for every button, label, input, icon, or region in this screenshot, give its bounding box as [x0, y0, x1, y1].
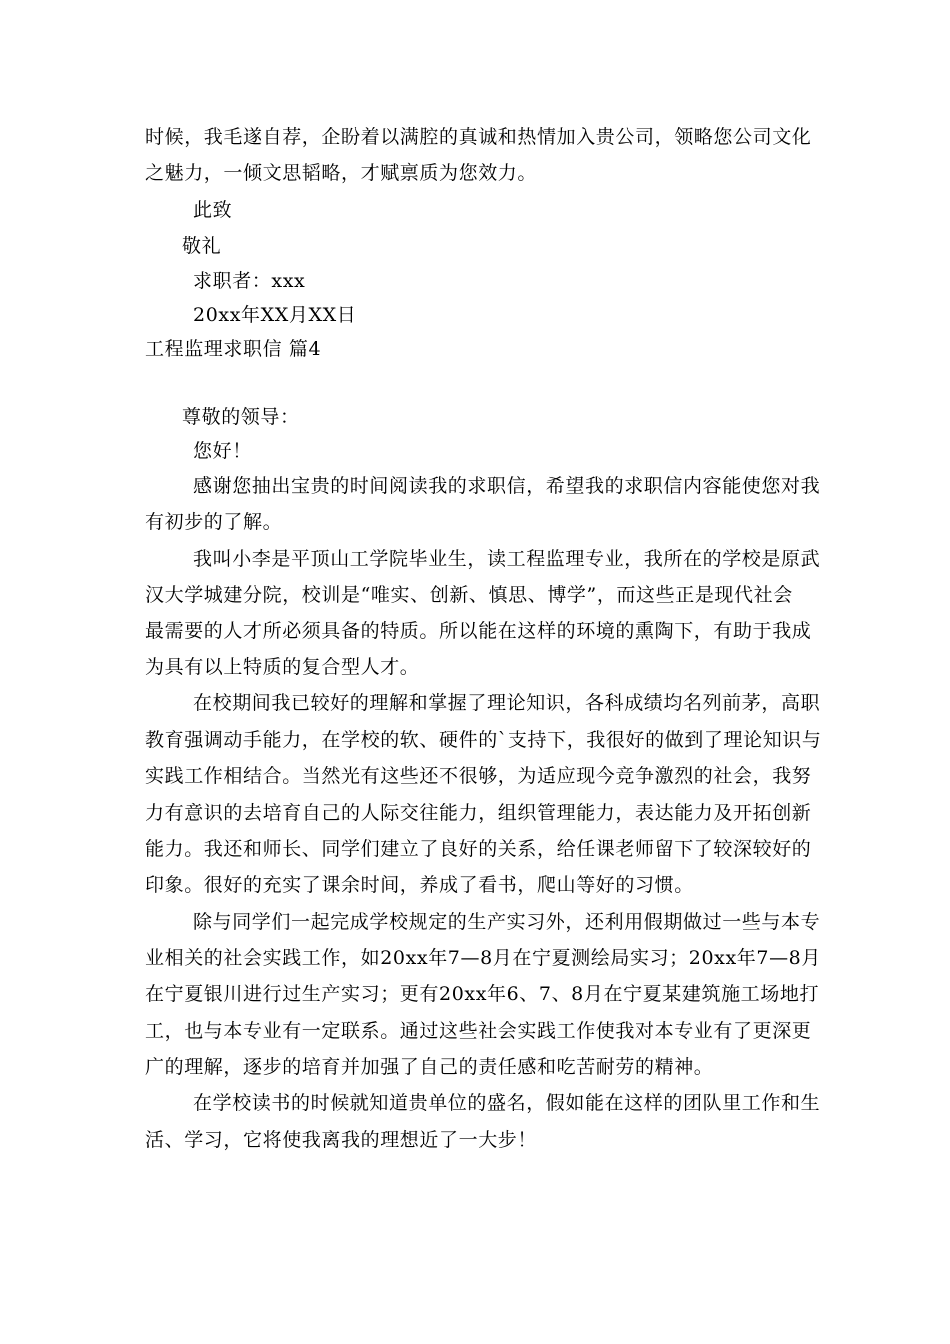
- body-text-line: 除与同学们一起完成学校规定的生产实习外，还利用假期做过一些与本专: [193, 911, 821, 933]
- closing-cizhi: 此致: [193, 199, 233, 221]
- body-text-line: 在校期间我已较好的理解和掌握了理论知识，各科成绩均名列前茅，高职: [193, 692, 821, 714]
- body-text-line: 时候，我毛遂自荐，企盼着以满腔的真诚和热情加入贵公司，领略您公司文化: [145, 126, 812, 148]
- salutation: 尊敬的领导：: [182, 406, 300, 428]
- body-text-line: 教育强调动手能力，在学校的软、硬件的`支持下，我很好的做到了理论知识与: [145, 729, 822, 751]
- section-heading: 工程监理求职信 篇4: [145, 338, 322, 360]
- body-text-line: 之魅力，一倾文思韬略，才赋禀质为您效力。: [145, 162, 538, 184]
- body-text-line: 活、学习，它将使我离我的理想近了一大步！: [145, 1129, 538, 1151]
- greeting: 您好！: [193, 440, 252, 462]
- body-text-line: 最需要的人才所必须具备的特质。所以能在这样的环境的熏陶下，有助于我成: [145, 620, 812, 642]
- body-text-line: 在宁夏银川进行过生产实习；更有20xx年6、7、8月在宁夏某建筑施工场地打: [145, 983, 820, 1005]
- body-text-line: 感谢您抽出宝贵的时间阅读我的求职信，希望我的求职信内容能使您对我: [193, 475, 821, 497]
- body-text-line: 工，也与本专业有一定联系。通过这些社会实践工作使我对本专业有了更深更: [145, 1020, 812, 1042]
- signer-line: 求职者：xxx: [193, 270, 306, 292]
- body-text-line: 能力。我还和师长、同学们建立了良好的关系，给任课老师留下了较深较好的: [145, 838, 812, 860]
- date-line: 20xx年XX月XX日: [193, 304, 357, 326]
- body-text-line: 印象。很好的充实了课余时间，养成了看书，爬山等好的习惯。: [145, 874, 694, 896]
- body-text-line: 实践工作相结合。当然光有这些还不很够，为适应现今竞争激烈的社会，我努: [145, 765, 812, 787]
- body-text-line: 在学校读书的时候就知道贵单位的盛名，假如能在这样的团队里工作和生: [193, 1092, 821, 1114]
- body-text-line: 汉大学城建分院，校训是“唯实、创新、慎思、博学”，而这些正是现代社会: [145, 584, 793, 606]
- body-text-line: 业相关的社会实践工作，如20xx年7—8月在宁夏测绘局实习；20xx年7—8月: [145, 947, 821, 969]
- closing-jingli: 敬礼: [182, 235, 222, 257]
- body-text-line: 我叫小李是平顶山工学院毕业生，读工程监理专业，我所在的学校是原武: [193, 548, 821, 570]
- body-text-line: 有初步的了解。: [145, 511, 283, 533]
- body-text-line: 为具有以上特质的复合型人才。: [145, 656, 420, 678]
- body-text-line: 广的理解，逐步的培育并加强了自己的责任感和吃苦耐劳的精神。: [145, 1056, 714, 1078]
- body-text-line: 力有意识的去培育自己的人际交往能力，组织管理能力，表达能力及开拓创新: [145, 802, 812, 824]
